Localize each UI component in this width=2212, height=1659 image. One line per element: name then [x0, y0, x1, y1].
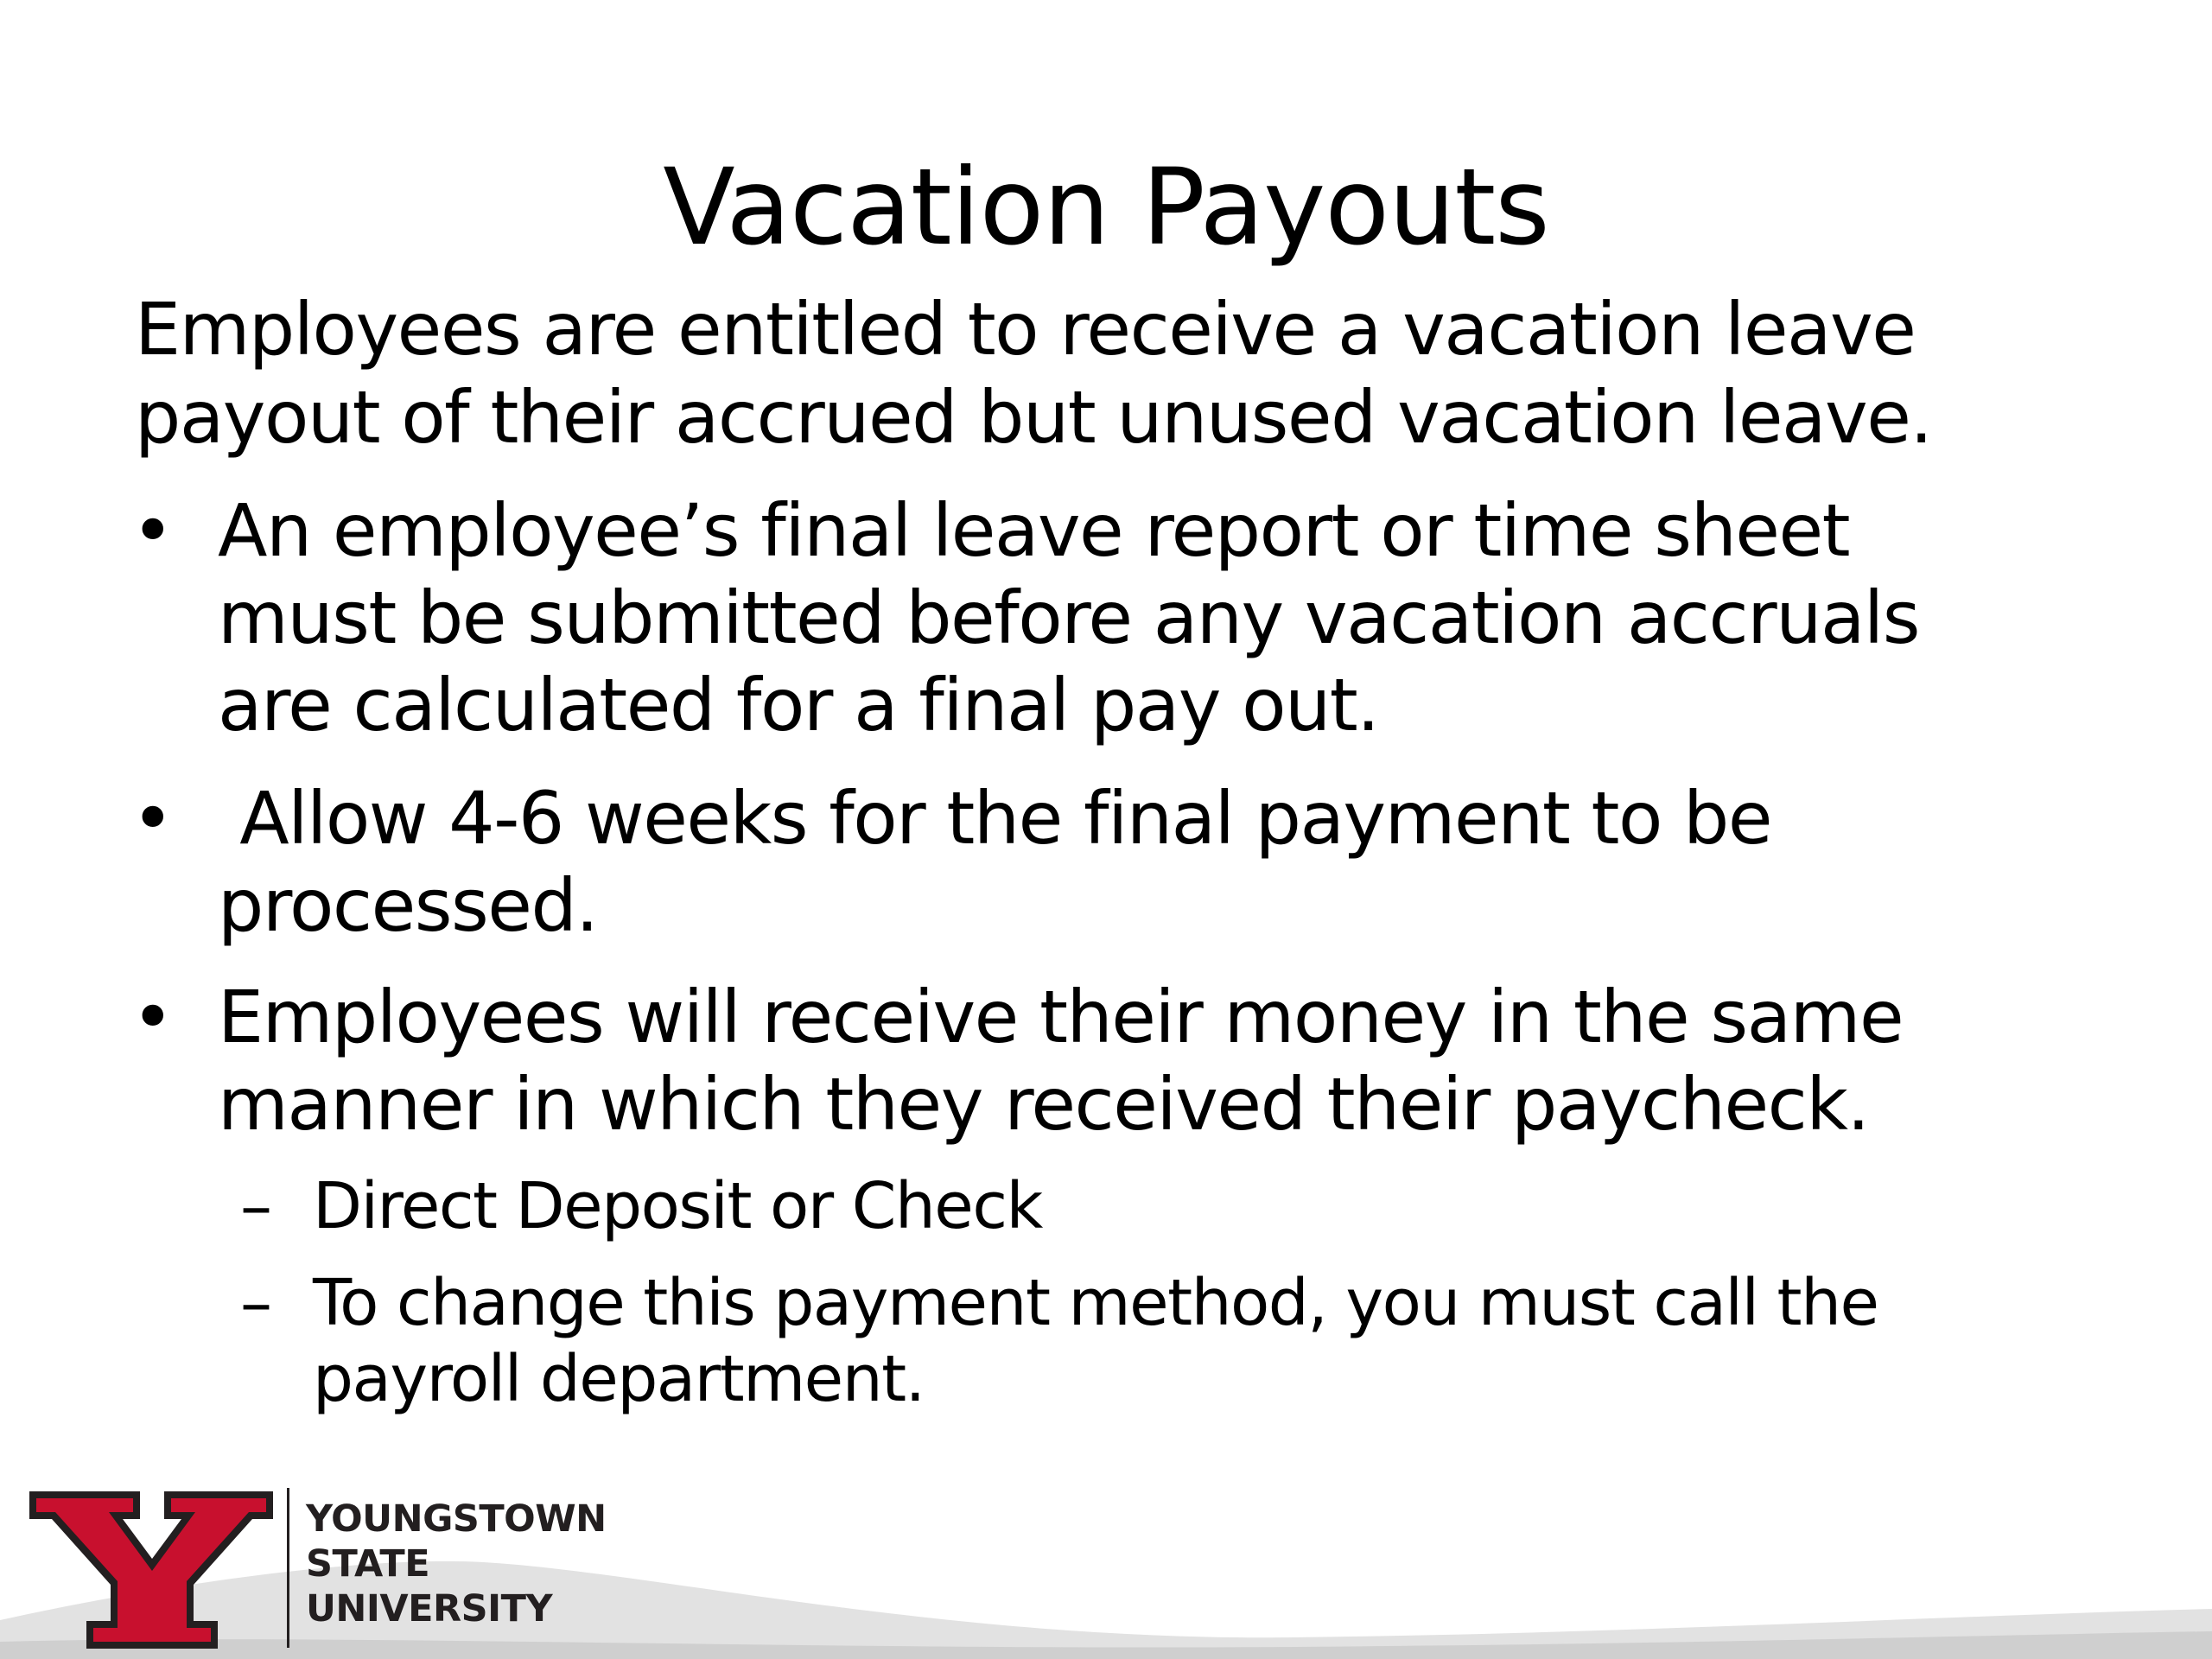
bullet-item — [131, 775, 2101, 950]
bullet-line: Allow 4-6 weeks for the final payment to be — [218, 776, 1772, 861]
bullet-item — [131, 487, 2101, 749]
bullet-text — [218, 775, 2101, 950]
sub-bullet-marker: – — [240, 1169, 271, 1243]
intro-paragraph — [135, 285, 2148, 461]
sub-bullet-line: payroll department. — [313, 1342, 925, 1416]
bullet-item — [131, 974, 2101, 1148]
bullet-marker: • — [131, 975, 174, 1059]
bullet-line: processed. — [218, 863, 598, 948]
university-logo — [26, 1488, 631, 1652]
intro-line: Employees are entitled to receive a vacation leave — [135, 287, 1916, 372]
sub-bullet-text — [313, 1265, 2055, 1417]
bullet-line: An employee’s final leave report or time sheet — [218, 488, 1850, 573]
sub-bullet-line: To change this payment method, you must call the — [313, 1266, 1878, 1340]
bullet-line: manner in which they received their paycheck. — [218, 1062, 1869, 1147]
bullet-line: are calculated for a final pay out. — [218, 663, 1379, 747]
slide-title: Vacation Payouts — [663, 146, 1549, 269]
logo-wordmark-line: STATE — [306, 1542, 430, 1586]
bullet-marker: • — [131, 776, 174, 861]
logo-wordmark-line: UNIVERSITY — [306, 1587, 553, 1630]
bullet-marker: • — [131, 488, 174, 573]
intro-line: payout of their accrued but unused vacation leave. — [135, 375, 1932, 460]
sub-bullet-line: Direct Deposit or Check — [313, 1169, 1042, 1243]
sub-bullet-marker: – — [240, 1266, 271, 1340]
bullet-text — [218, 974, 2101, 1148]
bullet-line: Employees will receive their money in the same — [218, 975, 1904, 1059]
sub-bullet-item — [240, 1168, 2055, 1244]
bullet-line: must be submitted before any vacation accruals — [218, 575, 1920, 660]
bullet-text — [218, 487, 2101, 749]
logo-divider — [287, 1488, 289, 1648]
logo-wordmark — [306, 1497, 607, 1631]
logo-wordmark-line: YOUNGSTOWN — [306, 1497, 607, 1541]
ysu-y-logo-icon — [26, 1488, 276, 1652]
sub-bullet-item — [240, 1265, 2055, 1417]
sub-bullet-text — [313, 1168, 2055, 1244]
